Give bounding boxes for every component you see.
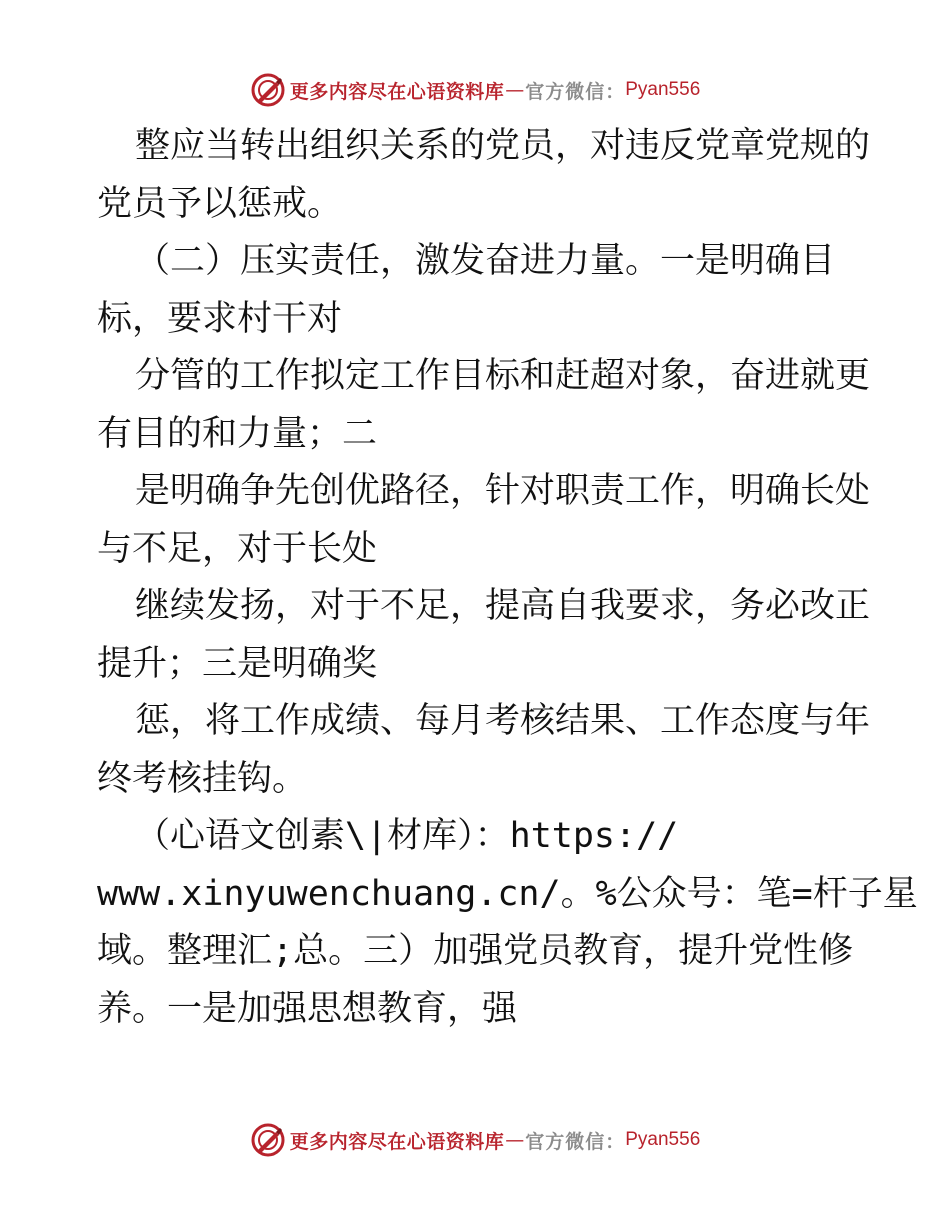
pen-circle-logo-icon: [250, 72, 286, 108]
header-dash: —: [505, 79, 525, 101]
header-wechat-id: Pyan556: [625, 79, 701, 100]
body-line: 标，要求村干对: [97, 298, 343, 339]
body-line: 有目的和力量；二: [97, 413, 378, 454]
body-line: www.xinyuwenchuang.cn/。%公众号：笔=杆子星: [97, 873, 918, 914]
header-site-label: 更多内容尽在心语资料库: [289, 80, 505, 103]
body-line: 提升；三是明确奖: [97, 643, 378, 684]
body-line: （二）压实责任，激发奋进力量。一是明确目: [135, 241, 836, 281]
document-body: [97, 118, 918, 1038]
footer-banner: [0, 1120, 950, 1160]
body-line: 是明确争先创优路径，针对职责工作，明确长处: [135, 471, 871, 511]
footer-official-label: 官方微信：: [525, 1130, 626, 1153]
body-line: 整应当转出组织关系的党员，对违反党章党规的: [135, 126, 871, 166]
header-banner: [0, 70, 950, 110]
pen-circle-logo-icon: [250, 1122, 286, 1158]
header-official-label: 官方微信：: [525, 80, 626, 103]
footer-dash: —: [505, 1129, 525, 1151]
body-line: 党员予以惩戒。: [97, 183, 343, 224]
body-line: 继续发扬，对于不足，提高自我要求，务必改正: [135, 586, 871, 626]
body-line: 惩，将工作成绩、每月考核结果、工作态度与年: [135, 701, 871, 741]
footer-wechat-id: Pyan556: [625, 1129, 701, 1150]
body-line: 与不足，对于长处: [97, 528, 378, 569]
body-line: 养。一是加强思想教育，强: [97, 988, 518, 1029]
body-line: 域。整理汇;总。三）加强党员教育，提升党性修: [97, 931, 854, 971]
body-line: （心语文创素\|材库）：https://: [135, 816, 679, 856]
body-line: 分管的工作拟定工作目标和赶超对象，奋进就更: [135, 356, 871, 396]
footer-site-label: 更多内容尽在心语资料库: [289, 1130, 505, 1153]
body-line: 终考核挂钩。: [97, 758, 308, 799]
